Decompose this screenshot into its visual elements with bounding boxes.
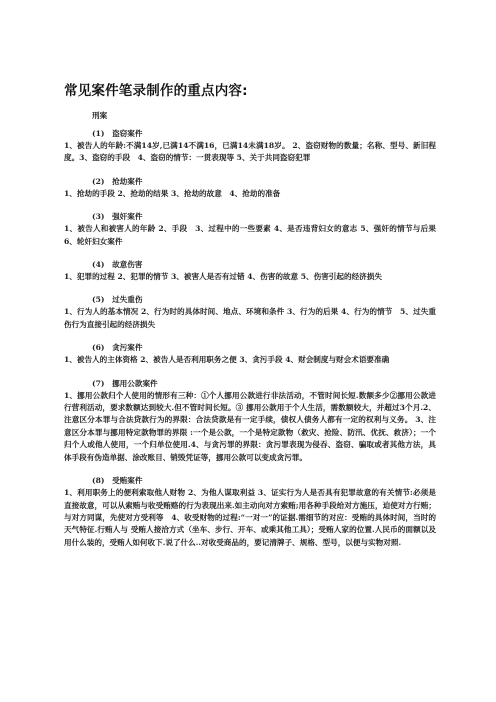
section-body: 1、被告人的年龄:不满14岁,已满14不满16，已满14未满18岁。 2、盗窃财物的数量；名称、型号、新旧程度。3、盗窃的手段 4、盗窃的情节：一贯表现等 5、关于共同盗窃犯罪 (64, 141, 436, 163)
section-embezzlement (64, 342, 436, 366)
section-heading: (6) 贪污案件 (92, 343, 143, 353)
document-title: 常见案件笔录制作的重点内容: (64, 83, 248, 99)
section-robbery (64, 176, 436, 200)
section-heading: (1) 盗窃案件 (92, 129, 143, 138)
section-misappropriation (64, 378, 436, 464)
section-body: 1、挪用公款归个人使用的情形有三种：①个人挪用公款进行非法活动，不管时间长短.数额多少②挪用公款进行营利活动，要求数额达到较大.但不管时间长短。③ 挪用公款用于个人生活，需数额较大，并超过3个月.2、注意区分本罪与合法贷款行为的界限：合法贷款是有一定手续，债权人债务人都有一定的权利与义务。 3、注意区分本罪与挪用特定款物罪的界限 :一个是公款，一个是特定款物（救灾、抢险、防汛、优抚、救济）；一个归个人或他人使用，一个归单位使用.4、与贪污罪的界限：贪污罪表现为侵吞、盗窃、骗取或者其他方法，具体手段有伪造单据、涂改账目、销毁凭证等，挪用公款可以变成贪污罪。 (64, 390, 436, 462)
section-body: 1、犯罪的过程 2、犯罪的情节 3、被害人是否有过错 4、伤害的故意 5、伤害引起的经济损失 (64, 272, 382, 282)
section-heading: (4) 故意伤害 (92, 260, 143, 270)
section-heading: (3) 强奸案件 (92, 212, 143, 222)
section-heading: (8) 受贿案件 (92, 476, 143, 486)
section-heading: (7) 挪用公款案件 (92, 378, 158, 388)
section-body: 1、被告人和被害人的年龄 2、手段 3、过程中的一些要素 4、是否违背妇女的意志 5、强奸的情节与后果 6、轮奸妇女案件 (64, 224, 436, 246)
section-negligent-injury (64, 294, 436, 331)
section-rape (64, 211, 436, 248)
section-assault (64, 259, 436, 283)
section-heading: (5) 过失重伤 (92, 295, 143, 305)
section-bribery (64, 475, 436, 549)
section-heading: (2) 抢劫案件 (92, 176, 143, 186)
section-theft (64, 128, 436, 165)
section-body: 1、利用职务上的便利索取他人财物 2、为他人谋取利益 3、证实行为人是否具有犯罪故意的有关情节:必须是直接故意，可以从索贿与收受贿赂的行为表现出来.如主动向对方索贿;用各种手段给对方施压，迫使对方行贿；与对方同谋，先使对方受利等 4、收受财物的过程:“一对一”的证据.需细节的对应：受贿的具体时间，当时的天气特征.行贿人与 受贿人接洽方式（坐车、步行、开车、或乘其他工具）；受贿人家的位置.人民币的面额以及用什么装的，受贿人如何收下.说了什么..对收受商品的，要记清牌子、规格、型号，以便与实物对照. (64, 488, 436, 547)
category-label: 刑案 (92, 111, 108, 120)
section-body: 1、行为人的基本情况 2、行为时的具体时间、地点、环境和条件 3、行为的后果 4、行为的情节 5、过失重伤行为直接引起的经济损失 (64, 307, 436, 329)
section-body: 1、被告人的主体资格 2、被告人是否利用职务之便 3、贪污手段 4、财会制度与财会术语要准确 (64, 355, 390, 365)
document-content (64, 110, 436, 560)
section-body: 1、抢劫的手段 2、抢劫的结果 3、抢劫的故意 4、抢劫的准备 (64, 188, 281, 198)
